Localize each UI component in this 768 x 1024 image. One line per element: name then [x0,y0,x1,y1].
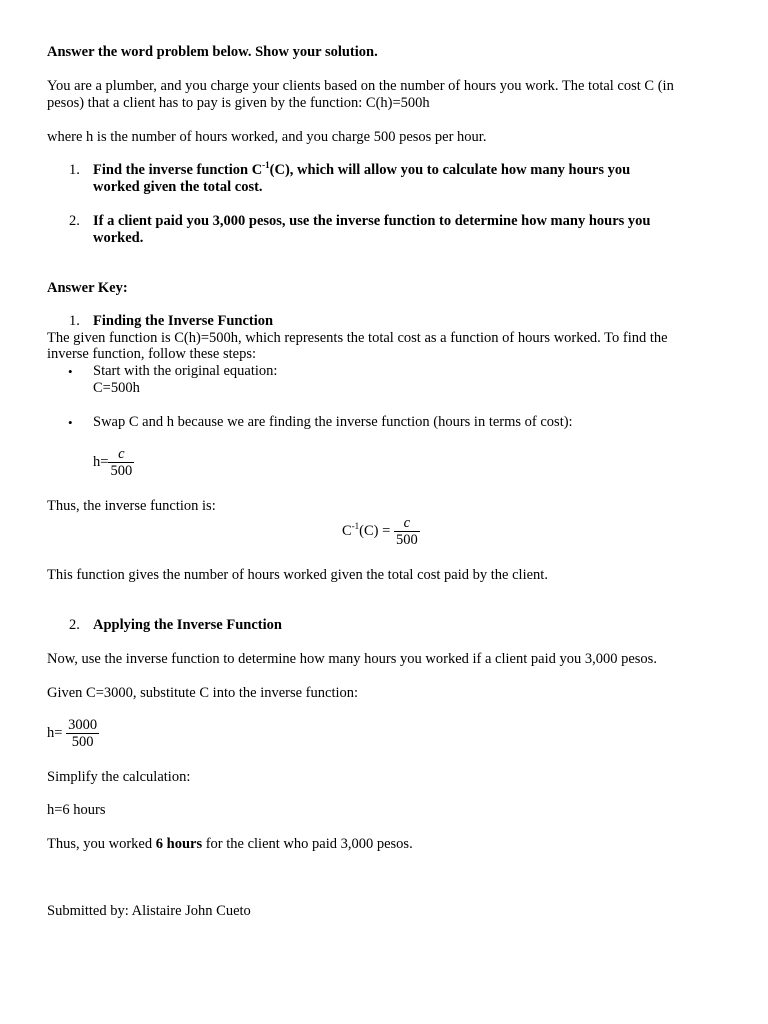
step-1-paragraph-line1: The given function is C(h)=500h, which represents the total cost as a function of hours worked. To find the [47,330,668,346]
equation-2-fraction [394,515,420,548]
equation-1-fraction [108,446,134,479]
equation-inverse-function [342,515,420,548]
question-1-text-a: Find the inverse function C [93,162,263,178]
thus-inverse-text: Thus, the inverse function is: [47,498,216,514]
step-2-paragraph-1: Now, use the inverse function to determine how many hours you worked if a client paid you 3,000 pesos. [47,651,657,667]
equation-3-lhs: h= [47,724,63,741]
question-1-text-b: (C), which will allow you to calculate how many hours you [269,162,631,178]
step-2-number: 2. [69,617,80,633]
equation-2-lhs-b: (C) = [359,522,391,539]
bullet-2-text: Swap C and h because we are finding the inverse function (hours in terms of cost): [93,414,573,430]
problem-paragraph-line2: pesos) that a client has to pay is given by the function: C(h)=500h [47,95,430,111]
question-1-line1 [93,162,630,179]
result-equation: h=6 hours [47,802,106,818]
equation-3-fraction [66,717,99,750]
question-1-number: 1. [69,162,80,178]
answer-key-heading: Answer Key: [47,280,128,296]
step-1-number: 1. [69,313,80,329]
bullet-2-marker: • [68,415,73,430]
step-1-title: Finding the Inverse Function [93,313,274,329]
problem-paragraph-2: where h is the number of hours worked, and you charge 500 pesos per hour. [47,129,487,145]
step-2-paragraph-2: Given C=3000, substitute C into the inverse function: [47,685,359,701]
step-1-paragraph-line2: inverse function, follow these steps: [47,346,256,362]
equation-1-denominator: 500 [110,463,133,479]
equation-2-superscript: -1 [351,521,360,531]
bullet-1-marker: • [68,364,73,379]
conclusion-text-b: for the client who paid 3,000 pesos. [205,836,413,852]
step-1-conclusion: This function gives the number of hours worked given the total cost paid by the client. [47,567,548,583]
simplify-text: Simplify the calculation: [47,769,191,785]
question-2-line1: If a client paid you 3,000 pesos, use the inverse function to determine how many hours you [93,213,651,229]
equation-2-numerator: c [403,515,411,531]
conclusion-line [47,836,413,853]
equation-h-equals-c-over-500 [93,446,134,479]
bullet-1-text: Start with the original equation: [93,363,278,379]
equation-3-denominator: 500 [66,733,99,750]
problem-paragraph-line1: You are a plumber, and you charge your clients based on the number of hours you work. The total cost C (in [47,78,674,94]
equation-2-lhs-a: C [342,522,352,539]
conclusion-text-a: Thus, you worked [47,836,153,852]
conclusion-bold: 6 hours [155,836,203,852]
equation-1-numerator: c [118,446,125,462]
equation-3-numerator: 3000 [68,717,98,733]
question-1-line2: worked given the total cost. [93,179,263,195]
question-1-superscript: -1 [262,160,270,171]
submitted-by: Submitted by: Alistaire John Cueto [47,903,251,919]
question-2-line2: worked. [93,230,144,246]
instruction-heading: Answer the word problem below. Show your solution. [47,44,378,60]
step-2-title: Applying the Inverse Function [93,617,282,633]
equation-h-equals-3000-over-500 [47,717,99,750]
equation-2-denominator: 500 [395,532,418,548]
equation-1-lhs: h= [93,453,109,470]
bullet-1-equation: C=500h [93,380,140,396]
question-2-number: 2. [69,213,80,229]
